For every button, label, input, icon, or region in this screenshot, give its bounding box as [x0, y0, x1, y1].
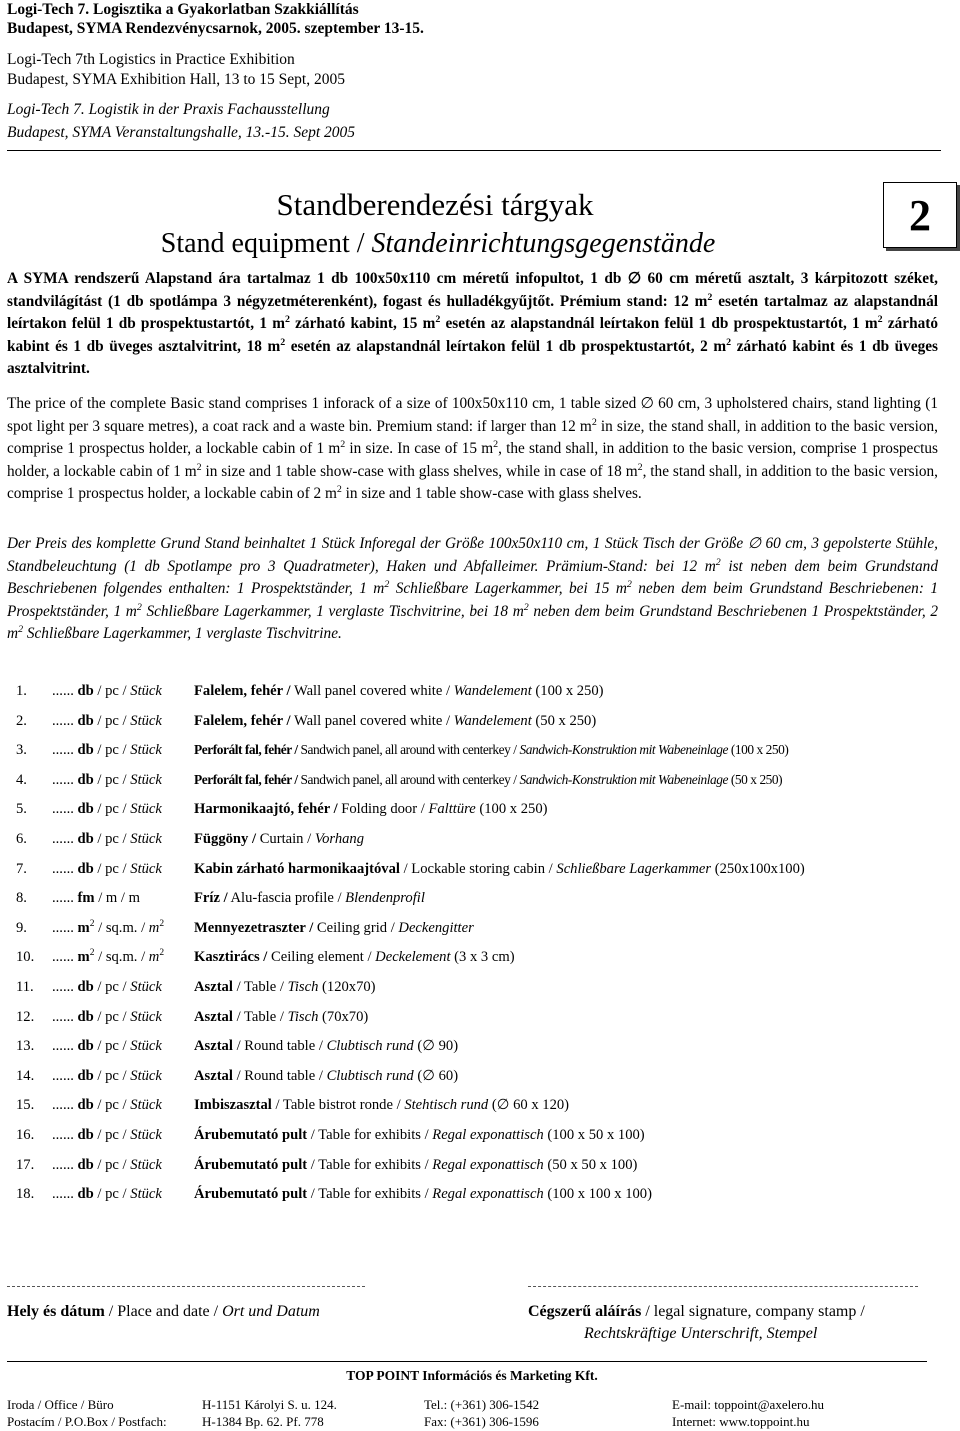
- header-de-line1: Logi-Tech 7. Logistik in der Praxis Fachausstellung: [7, 101, 330, 118]
- item-quantity[interactable]: ...... fm / m / m: [52, 890, 140, 907]
- item-description: Asztal / Round table / Clubtisch rund (∅ 60): [194, 1067, 459, 1084]
- paragraph-en: The price of the complete Basic stand comprises 1 inforack of a size of 100x50x110 cm, 1 table sized ∅ 60 cm, 3 upholstered chairs, stand lighting (1 spot light per 3 square metres), a coat rack and a waste bin. Premium stand: if larger than 12 $m^2$ in size, the stand shall, in addition to the basic version, comprise 1 prospectus holder, a lockable cabin of 1 $m^2$ in size. In case of 15 $m^2$, the stand shall, in addition to the basic version, comprise 1 prospectus holder, a lockable cabin of 1 $m^2$ in size and 1 table show-case with glass shelves, while in case of 18 $m^2$, the stand shall, in addition to the basic version, comprise 1 prospectus holder, a lockable cabin of 2 $m^2$ in size and 1 table show-case with glass shelves.: [7, 395, 938, 502]
- header-divider: [7, 150, 941, 151]
- item-description: Kabin zárható harmonikaajtóval / Lockable storing cabin / Schließbare Lagerkammer (250x100x100): [194, 860, 805, 877]
- list-item: [16, 947, 946, 977]
- item-quantity[interactable]: ...... db / pc / Stück: [52, 1038, 162, 1055]
- footer-fax: Fax: (+361) 306-1596: [424, 1414, 539, 1429]
- item-quantity[interactable]: ...... db / pc / Stück: [52, 1186, 162, 1203]
- footer-postbox-label: Postacím / P.O.Box / Postfach:: [7, 1414, 167, 1429]
- item-description: Asztal / Table / Tisch (120x70): [194, 978, 376, 995]
- item-description: Függöny / Curtain / Vorhang: [194, 830, 365, 847]
- item-description: Árubemutató pult / Table for exhibits / Regal exponattisch (100 x 50 x 100): [194, 1126, 645, 1143]
- item-number: 9.: [16, 919, 27, 936]
- list-item: [16, 799, 946, 829]
- page-title-en-de: [0, 226, 876, 262]
- item-description: Harmonikaajtó, fehér / Folding door / Falttüre (100 x 250): [194, 801, 548, 818]
- signature-label-de: Rechtskräftige Unterschrift, Stempel: [584, 1325, 818, 1342]
- item-description: Asztal / Round table / Clubtisch rund (∅ 90): [194, 1038, 459, 1055]
- list-item: [16, 1066, 946, 1096]
- item-number: 18.: [16, 1186, 35, 1203]
- item-description: Mennyezetraszter / Ceiling grid / Deckengitter: [194, 919, 474, 936]
- item-quantity[interactable]: ...... db / pc / Stück: [52, 978, 162, 995]
- item-number: 13.: [16, 1038, 35, 1055]
- item-quantity[interactable]: ...... db / pc / Stück: [52, 1126, 162, 1143]
- item-description: Perforált fal, fehér / Sandwich panel, all around with centerkey / Sandwich-Konstruktion mit Wabeneinlage (100 x 250): [194, 742, 789, 758]
- list-item: [16, 859, 946, 889]
- place-date-label: Hely és dátum / Place and date / Ort und Datum: [7, 1303, 320, 1320]
- footer-internet[interactable]: Internet: www.toppoint.hu: [672, 1414, 810, 1429]
- footer-company: TOP POINT Információs és Marketing Kft.: [346, 1368, 598, 1383]
- header-en-line1: Logi-Tech 7th Logistics in Practice Exhibition: [7, 51, 295, 68]
- item-number: 11.: [16, 978, 34, 995]
- item-number: 5.: [16, 801, 27, 818]
- item-number: 16.: [16, 1126, 35, 1143]
- list-item: [16, 1036, 946, 1066]
- item-number: 10.: [16, 949, 35, 966]
- list-item: [16, 1125, 946, 1155]
- footer-office-label: Iroda / Office / Büro: [7, 1397, 114, 1412]
- item-number: 14.: [16, 1067, 35, 1084]
- page-title-hu: Standberendezési tárgyak: [276, 187, 594, 222]
- item-quantity[interactable]: ...... db / pc / Stück: [52, 1156, 162, 1173]
- header-hu-line2: Budapest, SYMA Rendezvénycsarnok, 2005. szeptember 13-15.: [7, 20, 424, 37]
- item-number: 15.: [16, 1097, 35, 1114]
- item-description: Falelem, fehér / Wall panel covered white / Wandelement (50 x 250): [194, 712, 597, 729]
- item-description: Kasztirács / Ceiling element / Deckelement (3 x 3 cm): [194, 949, 515, 966]
- item-quantity[interactable]: ...... db / pc / Stück: [52, 683, 162, 699]
- list-item: [16, 1095, 946, 1125]
- place-date-line[interactable]: [7, 1286, 365, 1287]
- page-title-de: Standeinrichtungsgegenstände: [371, 228, 716, 259]
- item-number: 12.: [16, 1008, 35, 1025]
- list-item: [16, 1184, 946, 1214]
- item-description: Árubemutató pult / Table for exhibits / Regal exponattisch (100 x 100 x 100): [194, 1186, 652, 1203]
- list-item: [16, 770, 946, 800]
- item-description: Fríz / Alu-fascia profile / Blendenprofil: [194, 890, 425, 907]
- page-number-box: 2: [883, 182, 957, 248]
- footer-email[interactable]: E-mail: toppoint@axelero.hu: [672, 1397, 825, 1412]
- item-number: 7.: [16, 860, 27, 877]
- paragraph-hu: A SYMA rendszerű Alapstand ára tartalmaz 1 db 100x50x110 cm méretű infopultot, 1 db ∅ 60 cm méretű asztalt, 3 kárpitozott széket, standvilágítást (1 db spotlámpa 3 négyzetméterenként), fogast és hulladékgyűjtőt. Prémium stand: 12 $m^2$ esetén tartalmaz az alapstandnál leírtakon felül 1 db prospektustartót, 1 $m^2$ zárható kabint, 15 $m^2$ esetén az alapstandnál leírtakon felül 1 db prospektustartót, 1 $m^2$ zárható kabint és 1 db üveges asztalvitrint, 18 $m^2$ esetén az alapstandnál leírtakon felül 1 db prospektustartót, 2 $m^2$ zárható kabint és 1 db üveges asztalvitrint.: [7, 270, 939, 377]
- item-number: 6.: [16, 830, 27, 847]
- item-description: Imbiszasztal / Table bistrot ronde / Stehtisch rund (∅ 60 x 120): [194, 1097, 570, 1114]
- item-description: Asztal / Table / Tisch (70x70): [194, 1008, 369, 1025]
- item-quantity[interactable]: ...... db / pc / Stück: [52, 712, 162, 729]
- list-item: [16, 681, 946, 711]
- item-description: Falelem, fehér / Wall panel covered white / Wandelement (100 x 250): [194, 683, 604, 699]
- footer-phone: Tel.: (+361) 306-1542: [424, 1397, 540, 1412]
- footer-postbox-address: H-1384 Bp. 62. Pf. 778: [202, 1414, 324, 1429]
- signature-label: Cégszerű aláírás / legal signature, company stamp /: [528, 1303, 865, 1320]
- list-item: [16, 740, 946, 770]
- item-quantity[interactable]: ...... db / pc / Stück: [52, 860, 162, 877]
- item-quantity[interactable]: ...... db / pc / Stück: [52, 1008, 162, 1025]
- list-item: [16, 1007, 946, 1037]
- item-quantity[interactable]: ...... db / pc / Stück: [52, 1097, 162, 1114]
- item-quantity[interactable]: ...... db / pc / Stück: [52, 830, 162, 847]
- equipment-list: [16, 681, 946, 1214]
- item-number: 17.: [16, 1156, 35, 1173]
- item-quantity[interactable]: ...... db / pc / Stück: [52, 742, 162, 759]
- item-quantity[interactable]: ...... db / pc / Stück: [52, 1067, 162, 1084]
- list-item: [16, 888, 946, 918]
- paragraph-de: Der Preis des komplette Grund Stand beinhaltet 1 Stück Inforegal der Größe 100x50x110 cm, 1 Stück Tisch der Größe ∅ 60 cm, 3 gepolsterte Stühle, Standbeleuchtung (1 db Spotlampe pro 3 Quadratmeter), Haken und Abfalleimer. Prämium-Stand: bei 12 $m^2$ ist neben dem beim Grundstand Beschriebenen folgendes enthalten: 1 Prospektständer, 1 $m^2$ Schließbare Lagerkammer, bei 15 $m^2$ neben dem beim Grundstand Beschriebenen: 1 Prospektständer, 1 $m^2$ Schließbare Lagerkammer, 1 verglaste Tischvitrine, bei 18 $m^2$ neben dem beim Grundstand Beschriebenen 1 Prospektständer, 2 $m^2$ Schließbare Lagerkammer, 1 verglaste Tischvitrine.: [7, 535, 938, 642]
- footer-office-address: H-1151 Károlyi S. u. 124.: [202, 1397, 337, 1412]
- item-quantity[interactable]: ...... db / pc / Stück: [52, 771, 162, 788]
- item-number: 8.: [16, 890, 27, 907]
- list-item: [16, 1155, 946, 1185]
- list-item: [16, 829, 946, 859]
- header-de-line2: Budapest, SYMA Veranstaltungshalle, 13.-15. Sept 2005: [7, 124, 356, 141]
- item-description: Árubemutató pult / Table for exhibits / Regal exponattisch (50 x 50 x 100): [194, 1156, 638, 1173]
- item-number: 2.: [16, 712, 27, 729]
- signature-line[interactable]: [528, 1286, 918, 1287]
- header-hu-line1: Logi-Tech 7. Logisztika a Gyakorlatban Szakkiállítás: [7, 1, 359, 18]
- header-en-line2: Budapest, SYMA Exhibition Hall, 13 to 15 Sept, 2005: [7, 71, 345, 88]
- item-quantity[interactable]: ...... db / pc / Stück: [52, 801, 162, 818]
- list-item: [16, 711, 946, 741]
- page-title-en: Stand equipment /: [160, 228, 372, 259]
- item-quantity[interactable]: ...... $m^2 / sq.m$. / $m^2$: [52, 948, 165, 966]
- item-quantity[interactable]: ...... $m^2 / sq.m$. / $m^2$: [52, 918, 165, 936]
- item-number: 1.: [16, 683, 27, 699]
- footer-divider: [7, 1361, 927, 1362]
- list-item: [16, 977, 946, 1007]
- item-number: 4.: [16, 771, 27, 788]
- item-number: 3.: [16, 742, 27, 759]
- list-item: [16, 918, 946, 948]
- item-description: Perforált fal, fehér / Sandwich panel, all around with centerkey / Sandwich-Konstruktion mit Wabeneinlage (50 x 250): [194, 771, 783, 787]
